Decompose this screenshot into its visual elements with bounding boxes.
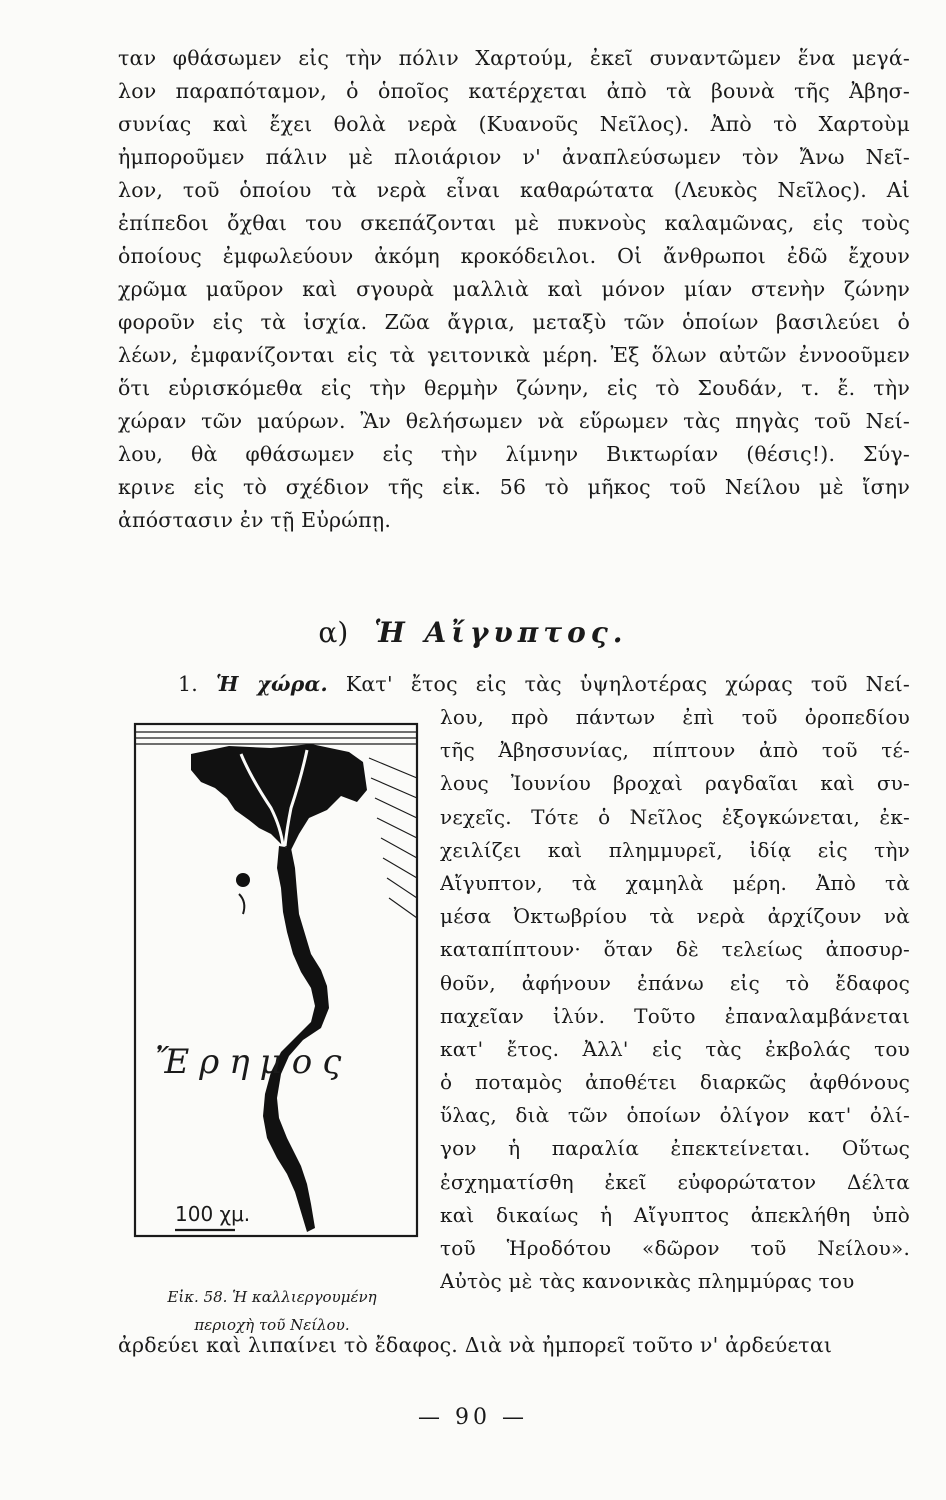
oasis-mark — [236, 873, 250, 887]
text-line: χειλίζει καὶ πλημμυρεῖ, ἰδίᾳ εἰς τὴν — [440, 837, 910, 862]
text-line: χώραν τῶν μαύρων. Ἂν θελήσωμεν νὰ εὕρωμεν τὰς πηγὰς τοῦ Νεί- — [118, 409, 910, 433]
text-line: συνίας καὶ ἔχει θολὰ νερὰ (Κυανοῦς Νεῖλος). Ἀπὸ τὸ Χαρτοὺμ — [118, 112, 910, 136]
text-line: ὅτι εὑρισκόμεθα εἰς τὴν θερμὴν ζώνην, εἰς τὸ Σουδάν, τ. ἔ. τὴν — [118, 376, 910, 400]
text-line: τοῦ Ἡροδότου «δῶρον τοῦ Νείλου». — [440, 1236, 910, 1260]
text-line: λου, θὰ φθάσωμεν εἰς τὴν λίμνην Βικτωρίαν (θέσις!). Σύγ- — [118, 442, 910, 466]
text-line: λον παραπόταμον, ὁ ὁποῖος κατέρχεται ἀπὸ τὰ βουνὰ τῆς Ἀβησ- — [118, 79, 910, 103]
bottom-text — [118, 1329, 910, 1362]
caption-line-2: περιοχὴ τοῦ Νείλου. — [194, 1316, 350, 1334]
text-line: Αὐτὸς μὲ τὰς κανονικὰς πλημμύρας του — [440, 1269, 855, 1294]
nile-delta — [191, 744, 367, 850]
nile-map-figure — [131, 718, 421, 1298]
text-line: ἐπίπεδοι ὄχθαι του σκεπάζονται μὲ πυκνοὺς καλαμῶνας, εἰς τοὺς — [118, 211, 910, 235]
section-title: Ἡ Αἴγυπτος. — [374, 616, 628, 649]
right-column-text — [440, 701, 910, 1298]
text-line: καὶ δικαίως ἡ Αἴγυπτος ἀπεκλήθη ὑπὸ — [440, 1202, 910, 1227]
text-line: μέσα Ὀκτωβρίου τὰ νερὰ ἀρχίζουν νὰ — [440, 904, 910, 929]
text-line: φοροῦν εἰς τὰ ἰσχία. Ζῶα ἄγρια, μεταξὺ τῶν ὁποίων βασιλεύει ὁ — [118, 310, 910, 334]
caption-line-1: Εἰκ. 58. Ἡ καλλιεργουμένη — [167, 1288, 377, 1306]
sea-hatching — [135, 732, 417, 744]
text-line: ὁ ποταμὸς ἀποθέτει διαρκῶς ἀφθόνους — [440, 1070, 910, 1095]
section-heading — [0, 616, 946, 649]
text-line: ὁποίους ἐμφωλεύουν ἀκόμη κροκόδειλοι. Οἱ ἄνθρωποι ἐδῶ ἔχουν — [118, 244, 910, 268]
text-line: λου, πρὸ πάντων ἐπὶ τοῦ ὀροπεδίου — [440, 705, 910, 729]
text-line: καταπίπτουν· ὅταν δὲ τελείως ἀποσυρ- — [440, 937, 910, 962]
subsection-title: Ἡ χώρα. — [216, 672, 328, 696]
desert-label: Ἔρημος — [155, 1042, 352, 1082]
red-sea-hatching — [369, 758, 417, 918]
text-line: ἠμποροῦμεν πάλιν μὲ πλοιάριον ν' ἀναπλεύσωμεν τὸν Ἄνω Νεῖ- — [118, 145, 910, 169]
text-line: λέων, ἐμφανίζονται εἰς τὰ γειτονικὰ μέρη. Ἐξ ὅλων αὐτῶν ἐννοοῦμεν — [118, 343, 910, 367]
subsection-number: 1. — [178, 672, 198, 696]
section-number: α) — [318, 616, 349, 649]
scale-label: 100 χμ. — [175, 1202, 251, 1226]
text-line: κατ' ἔτος. Ἀλλ' εἰς τὰς ἐκβολάς του — [440, 1036, 910, 1061]
subsection-text: Κατ' ἔτος εἰς τὰς ὑψηλοτέρας χώρας τοῦ Νεί- — [345, 672, 910, 696]
text-line: νεχεῖς. Τότε ὁ Νεῖλος ἐξογκώνεται, ἐκ- — [440, 804, 910, 829]
text-line: τῆς Ἀβησσυνίας, πίπτουν ἀπὸ τοῦ τέ- — [440, 738, 910, 763]
text-line: ἀρδεύει καὶ λιπαίνει τὸ ἔδαφος. Διὰ νὰ ἠμπορεῖ τοῦτο ν' ἀρδεύεται — [118, 1333, 833, 1357]
text-line: κρινε εἰς τὸ σχέδιον τῆς εἰκ. 56 τὸ μῆκος τοῦ Νείλου μὲ ἴσην — [118, 475, 910, 499]
text-line: λον, τοῦ ὁποίου τὰ νερὰ εἶναι καθαρώτατα (Λευκὸς Νεῖλος). Αἱ — [118, 178, 910, 202]
nile-valley — [263, 846, 329, 1232]
page-number: — 90 — — [418, 1405, 528, 1430]
text-line: ὕλας, διὰ τῶν ὁποίων ὀλίγον κατ' ὀλί- — [440, 1103, 910, 1128]
intro-paragraph — [118, 42, 910, 537]
text-line: ἀπόστασιν ἐν τῇ Εὐρώπῃ. — [118, 508, 392, 532]
text-line: θοῦν, ἀφήνουν ἐπάνω εἰς τὸ ἔδαφος — [440, 970, 910, 995]
text-line: λους Ἰουνίου βροχαὶ ραγδαῖαι καὶ συ- — [440, 771, 910, 796]
text-line: παχεῖαν ἰλύν. Τοῦτο ἐπαναλαμβάνεται — [440, 1003, 910, 1028]
text-line: χρῶμα μαῦρον καὶ σγουρὰ μαλλιὰ καὶ μόνον μίαν στενὴν ζώνην — [118, 277, 910, 301]
text-line: γον ἡ παραλία ἐπεκτείνεται. Οὕτως — [440, 1136, 910, 1161]
text-line: ταν φθάσωμεν εἰς τὴν πόλιν Χαρτούμ, ἐκεῖ συναντῶμεν ἕνα μεγά- — [118, 46, 910, 70]
text-line: ἐσχηματίσθη ἐκεῖ εὐφορώτατον Δέλτα — [440, 1169, 910, 1194]
subsection-first-line — [178, 668, 910, 701]
text-line: Αἴγυπτον, τὰ χαμηλὰ μέρη. Ἀπὸ τὰ — [440, 870, 910, 895]
